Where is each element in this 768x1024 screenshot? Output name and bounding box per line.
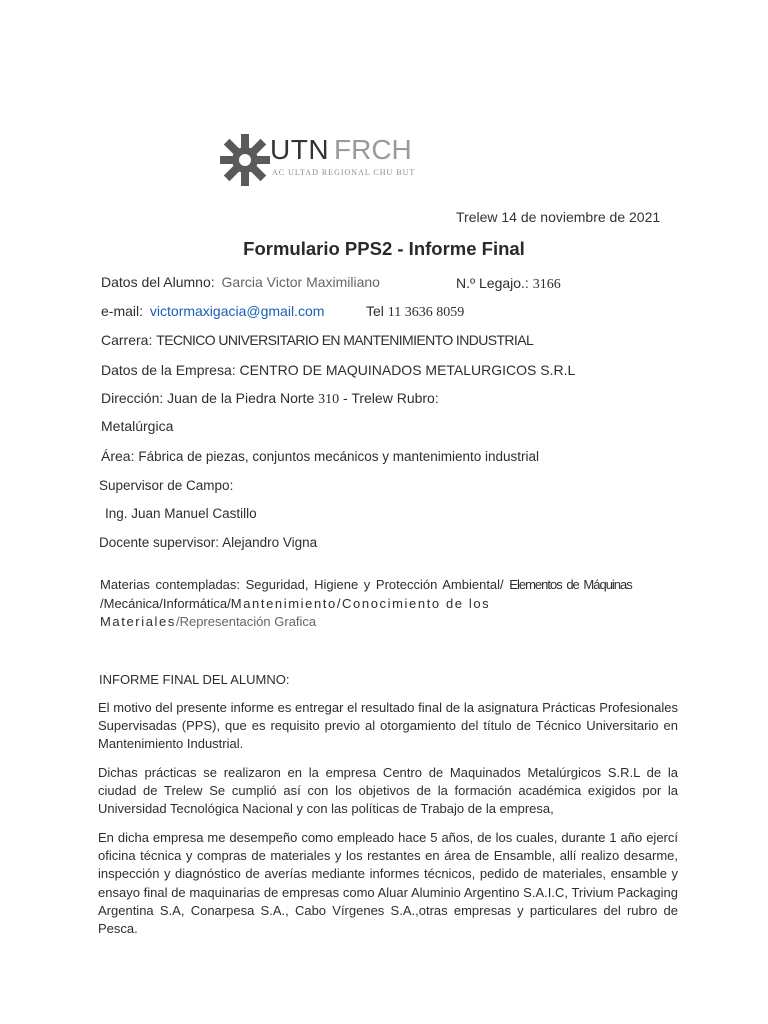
utn-logo — [220, 134, 440, 190]
empresa-value: CENTRO DE MAQUINADOS METALURGICOS S.R.L — [239, 362, 576, 378]
materias-part-6: /Representación Grafica — [175, 614, 317, 629]
area-value: Fábrica de piezas, conjuntos mecánicos y mantenimiento industrial — [138, 449, 540, 464]
utn-gear-icon — [220, 134, 270, 186]
area-label: Área: — [101, 448, 135, 464]
empresa-row — [101, 362, 575, 378]
legajo-label: N.º Legajo.: — [456, 275, 529, 291]
alumno-name: Garcia Victor Maximiliano — [221, 274, 380, 290]
direccion-label: Dirección: — [101, 390, 164, 406]
informe-p2-text: Dichas prácticas se realizaron en la empresa Centro de Maquinados Metalúrgicos S.R.L de la ciudad de Trelew Se cumplió así con los objetivos de la formación académica exigidos por la Universidad Tecnológica Nacional y con las políticas de Trabajo de la empresa, — [98, 765, 678, 817]
informe-paragraph-2 — [98, 764, 678, 819]
logo-frch-text: FRCH — [334, 134, 412, 165]
materias-line-3 — [100, 614, 316, 629]
tel-row — [366, 303, 464, 321]
direccion-street: Juan de la Piedra Norte — [167, 390, 315, 406]
direccion-number: 310 — [318, 392, 340, 407]
carrera-row — [101, 332, 533, 348]
informe-p3-text: En dicha empresa me desempeño como empleado hace 5 años, de los cuales, durante 1 año ejercí oficina técnica y compras de materiales y los restantes en área de Ensamble, allí realizo desarme, inspección y diagnóstico de averías mediante informes técnicos, pedido de materiales, ensamble y ensayo final de maquinarias de empresas como Aluar Aluminio Argentino S.A.I.C, Trivium Packaging Argentina S.A, Conarpesa S.A., Cabo Vírgenes S.A.,otras empresas y particulares del rubro de Pesca. — [98, 830, 678, 937]
rubro-label: Rubro: — [396, 390, 439, 406]
carrera-value: TECNICO UNIVERSITARIO EN MANTENIMIENTO INDUSTRIAL — [156, 332, 534, 348]
materias-part-3: /Mecánica/Informática/ — [100, 596, 231, 611]
email-link[interactable]: victormaxigacia@gmail.com — [149, 303, 325, 319]
supervisor-value: Ing. Juan Manuel Castillo — [105, 506, 257, 521]
empresa-label: Datos de la Empresa: — [101, 362, 236, 378]
docente-label: Docente supervisor: — [99, 535, 220, 550]
logo-subtitle: AC ULTAD REGIONAL CHU BUT — [272, 168, 416, 177]
alumno-label: Datos del Alumno: — [101, 274, 215, 290]
document-title: Formulario PPS2 - Informe Final — [243, 238, 525, 259]
informe-paragraph-3 — [98, 829, 678, 938]
legajo-row — [456, 275, 561, 293]
alumno-row — [101, 274, 380, 290]
logo-utn-text: UTN — [270, 134, 330, 165]
email-row — [101, 303, 324, 319]
informe-p1-text: El motivo del presente informe es entregar el resultado final de la asignatura Prácticas Profesionales Supervisadas (PPS), que es requisito previo al otorgamiento del título de Técnico Universitario en Mantenimiento Industrial. — [98, 700, 678, 752]
rubro-value: Metalúrgica — [101, 418, 174, 434]
docente-row — [99, 535, 317, 550]
informe-heading: INFORME FINAL DEL ALUMNO: — [99, 672, 290, 687]
direccion-row — [101, 390, 439, 408]
direccion-city: - Trelew — [343, 390, 393, 406]
docente-value: Alejandro Vigna — [222, 535, 318, 550]
materias-line-1 — [100, 577, 632, 592]
informe-paragraph-1 — [98, 699, 678, 754]
email-label: e-mail: — [101, 303, 144, 319]
area-row — [101, 448, 539, 464]
document-date: Trelew 14 de noviembre de 2021 — [456, 209, 661, 225]
materias-line-2 — [100, 596, 490, 611]
supervisor-label: Supervisor de Campo: — [99, 478, 234, 493]
materias-part-5: Materiales — [100, 614, 176, 629]
legajo-value: 3166 — [532, 277, 561, 292]
materias-part-2: Elementos de Máquinas — [509, 577, 632, 592]
materias-part-1: Materias contempladas: Seguridad, Higiene y Protección Ambiental/ — [100, 577, 504, 592]
carrera-label: Carrera: — [101, 332, 153, 348]
tel-label: Tel — [366, 303, 384, 319]
tel-value: 11 3636 8059 — [387, 305, 465, 320]
materias-part-4: Mantenimiento/Conocimiento de los — [230, 596, 491, 611]
